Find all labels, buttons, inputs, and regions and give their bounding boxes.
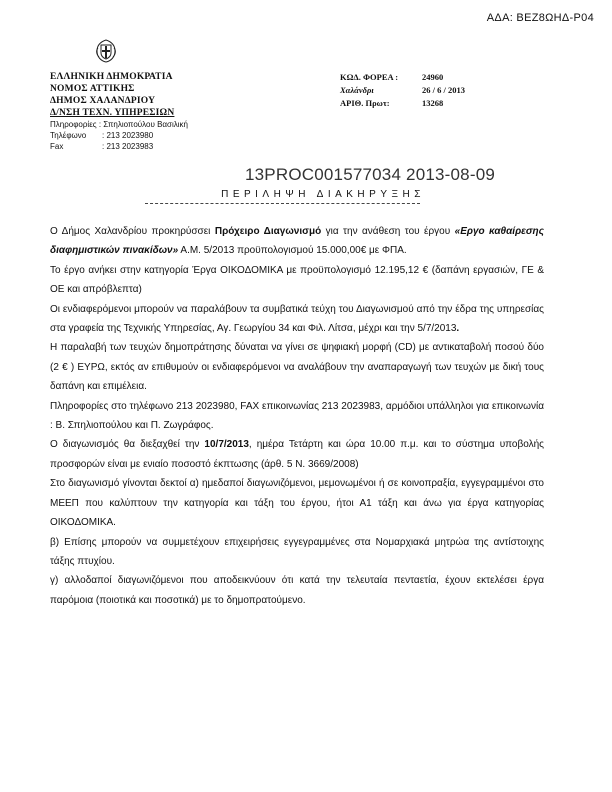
p6-tender-date: 10/7/2013 [204, 439, 249, 451]
protocol-stamp: 13PROC001577034 2013-08-09 [245, 165, 495, 184]
agency-code-label: ΚΩΔ. ΦΟΡΕΑ : [340, 72, 399, 82]
info-line: Πληροφορίες : Σπηλιοπούλου Βασιλική [50, 120, 188, 129]
p1-text-a: Ο Δήμος Χαλανδρίου προκηρύσσει [50, 226, 215, 237]
phone-line [50, 130, 188, 141]
p1-text-c: για την ανάθεση του έργου [321, 226, 455, 237]
p1-text-e: Α.Μ. 5/2013 προϋπολογισμού 15.000,00€ με ΦΠΑ. [178, 245, 407, 257]
p3-period: . [456, 323, 460, 335]
hellenic-emblem-icon [93, 38, 119, 64]
fax-label: Fax [50, 142, 64, 151]
phone-label: Τηλέφωνο [50, 131, 87, 140]
date-row [340, 84, 465, 97]
issuer-block [50, 71, 188, 152]
protocol-number-row [340, 97, 465, 110]
ada-code: ΑΔΑ: ΒΕΖ8ΩΗΔ-Ρ04 [486, 12, 594, 24]
agency-code-value: 24960 [422, 72, 444, 82]
p6-text-a: Ο διαγωνισμός θα διεξαχθεί την [50, 439, 205, 451]
document-body [50, 222, 544, 610]
paragraph-eligibility-c: γ) αλλοδαποί διαγωνιζόμενοι που αποδεικνύουν ότι κατά την τελευταία πενταετία, έχουν εκτελέσει έργα παρόμοια (ποιοτικά και ποσοτικά) με το δημοπρατούμενο. [50, 575, 544, 606]
directorate-line: Δ/ΝΣΗ ΤΕΧΝ. ΥΠΗΡΕΣΙΩΝ [50, 108, 175, 118]
paragraph-cd: Η παραλαβή των τευχών δημοπράτησης δύναται να γίνει σε ψηφιακή μορφή (CD) με αντικαταβολή ποσού δύο (2 € ) ΕΥΡΩ, εκτός αν επιθυμούν οι ενδιαφερόμενοι να αναλάβουν την αναπαραγωγή των τευχών με δική τους δαπάνη και επιμέλεια. [50, 342, 544, 393]
phone-value: : 213 2023980 [102, 131, 154, 140]
prefecture-line: ΝΟΜΟΣ ΑΤΤΙΚΗΣ [50, 84, 135, 94]
place-label: Χαλάνδρι [340, 85, 374, 95]
protocol-number-label: ΑΡΙΘ. Πρωτ: [340, 98, 390, 108]
reference-block [340, 71, 465, 110]
paragraph-eligibility-b: β) Επίσης μπορούν να συμμετέχουν επιχειρήσεις εγγεγραμμένες στα Νομαρχιακά μητρώα της αντίστοιχης τάξης πτυχίου. [50, 536, 544, 567]
agency-code-row [340, 71, 465, 84]
paragraph-date [50, 435, 544, 474]
date-value: 26 / 6 / 2013 [422, 85, 465, 95]
paragraph-eligibility-a: Στο διαγωνισμό γίνονται δεκτοί α) ημεδαποί διαγωνιζόμενοι, μεμονωμένοι ή σε κοινοπραξία, εγγεγραμμένοι στο ΜΕΕΠ που καλύπτουν την κατηγορία και τάξη του έργου, ήτοι Α1 τάξη και άνω για έργα κατηγορίας ΟΙΚΟΔΟΜΙΚΑ. [50, 478, 544, 529]
p6-text-c: , ημέρα Τετάρτη και ώρα 10.00 π.μ. και το σύστημα υποβολής προσφορών είναι με ενιαίο ποσοστό έκπτωσης (άρθ. 5 Ν. 3669/2008) [50, 439, 544, 470]
fax-value: : 213 2023983 [102, 142, 154, 151]
p3-text: Οι ενδιαφερόμενοι μπορούν να παραλάβουν τα συμβατικά τεύχη του Διαγωνισμού από την έδρα της υπηρεσίας στα γραφεία της Τεχνικής Υπηρεσίας, Αγ. Γεωργίου 34 και Φιλ. Λίτσα, μέχρι και την 5/7/2013 [50, 303, 544, 335]
p1-project-title: «Εργο καθαίρεσης διαφημιστικών πινακίδων» [50, 226, 544, 257]
paragraph-contact: Πληροφορίες στο τηλέφωνο 213 2023980, FAX επικοινωνίας 213 2023983, αρμόδιοι υπάλληλοι για επικοινωνία : Β. Σπηλιοπούλου και Π. Ζωγράφος. [50, 400, 544, 432]
p1-tender-type: Πρόχειρο Διαγωνισμό [214, 226, 322, 237]
republic-line: ΕΛΛΗΝΙΚΗ ΔΗΜΟΚΡΑΤΙΑ [50, 72, 173, 82]
paragraph-announcement [50, 222, 544, 261]
document-title: ΠΕΡΙΛΗΨΗ ΔΙΑΚΗΡΥΞΗΣ [221, 189, 425, 200]
protocol-number-value: 13268 [422, 98, 444, 108]
municipality-line: ΔΗΜΟΣ ΧΑΛΑΝΔΡΙΟΥ [50, 96, 156, 106]
fax-line [50, 141, 188, 152]
paragraph-documents [50, 300, 544, 339]
title-divider [145, 203, 420, 204]
paragraph-category: Το έργο ανήκει στην κατηγορία Έργα ΟΙΚΟΔΟΜΙΚΑ με προϋπολογισμό 12.195,12 € (δαπάνη εργασιών, ΓΕ & ΟΕ και απρόβλεπτα) [50, 264, 544, 296]
